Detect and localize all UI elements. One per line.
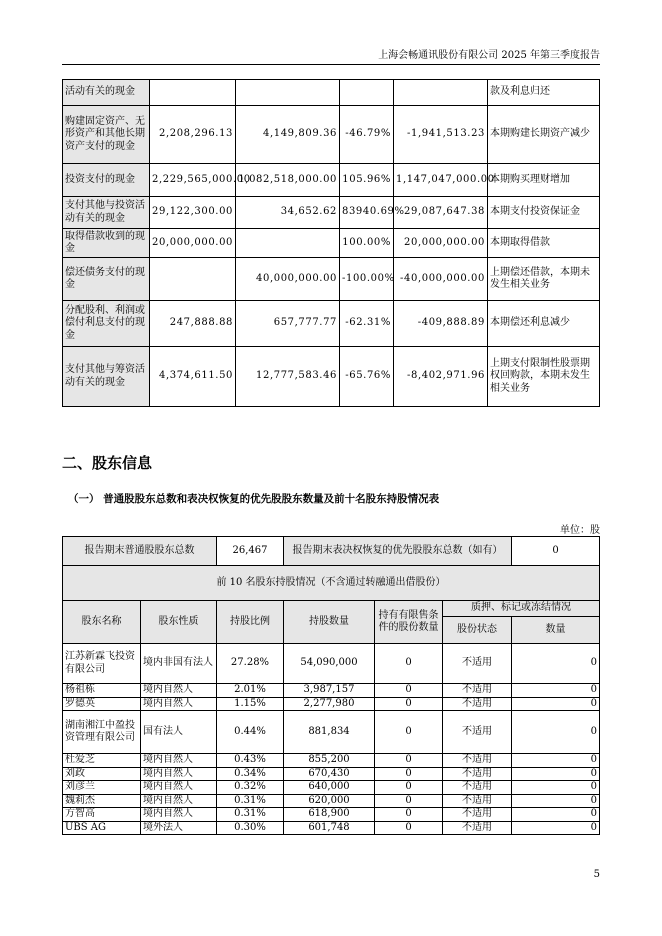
shareholder-name: 方智高	[63, 808, 141, 822]
restricted-shares: 0	[375, 781, 443, 795]
pledge-status: 不适用	[443, 808, 512, 822]
cashflow-reason: 本期购买理财增加	[488, 164, 600, 197]
shareholding-ratio: 0.34%	[217, 767, 284, 781]
restricted-shares: 0	[375, 711, 443, 754]
shareholder-name: 刘政	[63, 767, 141, 781]
shareholder-name: 杨祖栋	[63, 684, 141, 698]
shareholder-nature: 境内自然人	[141, 794, 217, 808]
cashflow-change-percent: 83940.69%	[340, 197, 394, 229]
pledge-status: 不适用	[443, 644, 512, 684]
shareholder-row	[63, 781, 600, 795]
shareholder-nature: 境内自然人	[141, 697, 217, 711]
restricted-shares: 0	[375, 684, 443, 698]
cashflow-item-label: 分配股利、利润或偿付利息支付的现金	[63, 301, 150, 347]
pledge-quantity: 0	[512, 781, 600, 795]
shareholder-nature: 国有法人	[141, 711, 217, 754]
shareholder-row	[63, 808, 600, 822]
section-title: 二、股东信息	[62, 454, 153, 472]
pledge-status: 不适用	[443, 697, 512, 711]
cashflow-change-percent: -100.00%	[340, 258, 394, 301]
cashflow-change-percent: -62.31%	[340, 301, 394, 347]
pref-holders-label: 报告期末表决权恢复的优先股股东总数（如有）	[284, 537, 512, 566]
pledge-quantity: 0	[512, 684, 600, 698]
cashflow-item-label: 投资支付的现金	[63, 164, 150, 197]
pledge-status: 不适用	[443, 767, 512, 781]
header-divider	[62, 64, 600, 65]
cashflow-reason: 本期支付投资保证金	[488, 197, 600, 229]
shareholding-ratio: 27.28%	[217, 644, 284, 684]
pledge-status: 不适用	[443, 821, 512, 835]
cashflow-row	[63, 258, 600, 301]
shareholding-ratio: 0.31%	[217, 794, 284, 808]
total-holders-label: 报告期末普通股股东总数	[63, 537, 217, 566]
pledge-status: 不适用	[443, 684, 512, 698]
cashflow-prior-period: 1,082,518,000.00	[236, 164, 340, 197]
shareholder-nature: 境内非国有法人	[141, 644, 217, 684]
shareholder-row	[63, 697, 600, 711]
cashflow-change-amount: 20,000,000.00	[394, 229, 488, 258]
pledge-status: 不适用	[443, 794, 512, 808]
shareholding-quantity: 3,987,157	[284, 684, 375, 698]
shareholding-ratio: 0.44%	[217, 711, 284, 754]
cashflow-current-period: 4,374,611.50	[150, 347, 236, 407]
cashflow-row	[63, 229, 600, 258]
cashflow-row	[63, 106, 600, 164]
restricted-shares: 0	[375, 767, 443, 781]
cashflow-change-amount: -8,402,971.96	[394, 347, 488, 407]
shareholder-name: 罗德英	[63, 697, 141, 711]
total-holders-value: 26,467	[217, 537, 284, 566]
pledge-quantity: 0	[512, 808, 600, 822]
shareholder-name: 江苏新霖飞投资有限公司	[63, 644, 141, 684]
section-subtitle: （一） 普通股股东总数和表决权恢复的优先股股东数量及前十名股东持股情况表	[68, 493, 440, 505]
cashflow-reason: 上期偿还借款，本期未发生相关业务	[488, 258, 600, 301]
cashflow-prior-period	[236, 80, 340, 106]
cashflow-prior-period: 657,777.77	[236, 301, 340, 347]
cashflow-row	[63, 301, 600, 347]
restricted-shares: 0	[375, 697, 443, 711]
pledge-status: 不适用	[443, 754, 512, 768]
col-header-ratio: 持股比例	[217, 601, 284, 644]
top10-title-row	[63, 566, 600, 601]
restricted-shares: 0	[375, 754, 443, 768]
cashflow-current-period	[150, 258, 236, 301]
pledge-quantity: 0	[512, 697, 600, 711]
cashflow-row	[63, 347, 600, 407]
col-header-nature: 股东性质	[141, 601, 217, 644]
pledge-quantity: 0	[512, 821, 600, 835]
top10-title: 前 10 名股东持股情况（不含通过转融通出借股份）	[63, 566, 600, 601]
cashflow-row	[63, 80, 600, 106]
shareholding-quantity: 54,090,000	[284, 644, 375, 684]
shareholding-quantity: 640,000	[284, 781, 375, 795]
shareholding-quantity: 855,200	[284, 754, 375, 768]
cashflow-item-label: 活动有关的现金	[63, 80, 150, 106]
pledge-status: 不适用	[443, 711, 512, 754]
shareholding-ratio: 0.31%	[217, 808, 284, 822]
col-header-pledge-group: 质押、标记或冻结情况	[443, 601, 600, 617]
cashflow-current-period: 2,229,565,000.00	[150, 164, 236, 197]
cashflow-current-period: 247,888.88	[150, 301, 236, 347]
cashflow-reason: 本期偿还利息减少	[488, 301, 600, 347]
cashflow-change-percent: 100.00%	[340, 229, 394, 258]
pledge-quantity: 0	[512, 711, 600, 754]
cashflow-change-amount	[394, 80, 488, 106]
shareholder-nature: 境内自然人	[141, 808, 217, 822]
cashflow-reason: 本期取得借款	[488, 229, 600, 258]
restricted-shares: 0	[375, 808, 443, 822]
shareholder-row	[63, 794, 600, 808]
cashflow-item-label: 支付其他与筹资活动有关的现金	[63, 347, 150, 407]
cashflow-current-period: 29,122,300.00	[150, 197, 236, 229]
shareholding-ratio: 0.43%	[217, 754, 284, 768]
cashflow-change-amount: -409,888.89	[394, 301, 488, 347]
shareholding-quantity: 2,277,980	[284, 697, 375, 711]
restricted-shares: 0	[375, 644, 443, 684]
shareholder-row	[63, 644, 600, 684]
shareholder-row	[63, 754, 600, 768]
restricted-shares: 0	[375, 821, 443, 835]
pledge-quantity: 0	[512, 794, 600, 808]
shareholding-ratio: 0.30%	[217, 821, 284, 835]
shareholder-row	[63, 821, 600, 835]
unit-label: 单位：股	[560, 525, 600, 536]
cashflow-change-percent	[340, 80, 394, 106]
shareholder-table	[62, 536, 600, 835]
shareholder-rows	[63, 644, 600, 835]
shareholder-row	[63, 711, 600, 754]
cashflow-change-amount: -40,000,000.00	[394, 258, 488, 301]
shareholding-quantity: 618,900	[284, 808, 375, 822]
cashflow-reason: 款及利息归还	[488, 80, 600, 106]
col-header-status: 股份状态	[443, 617, 512, 644]
col-header-count: 数量	[512, 617, 600, 644]
cashflow-reason: 上期支付限制性股票期权回购款，本期未发生相关业务	[488, 347, 600, 407]
cashflow-prior-period	[236, 229, 340, 258]
col-header-restricted: 持有有限售条件的股份数量	[375, 601, 443, 644]
shareholding-ratio: 0.32%	[217, 781, 284, 795]
shareholding-quantity: 670,430	[284, 767, 375, 781]
cashflow-change-amount: -1,941,513.23	[394, 106, 488, 164]
col-header-qty: 持股数量	[284, 601, 375, 644]
header-row-1	[63, 601, 600, 617]
cashflow-item-label: 购建固定资产、无形资产和其他长期资产支付的现金	[63, 106, 150, 164]
shareholder-nature: 境内自然人	[141, 781, 217, 795]
cashflow-change-amount: 29,087,647.38	[394, 197, 488, 229]
cashflow-change-percent: -46.79%	[340, 106, 394, 164]
cashflow-prior-period: 34,652.62	[236, 197, 340, 229]
cashflow-current-period	[150, 80, 236, 106]
shareholder-nature: 境内自然人	[141, 767, 217, 781]
shareholder-name: 杜爱芝	[63, 754, 141, 768]
col-header-name: 股东名称	[63, 601, 141, 644]
pledge-quantity: 0	[512, 767, 600, 781]
cashflow-row	[63, 197, 600, 229]
pledge-quantity: 0	[512, 754, 600, 768]
pledge-quantity: 0	[512, 644, 600, 684]
pref-holders-value: 0	[512, 537, 600, 566]
cashflow-item-label: 取得借款收到的现金	[63, 229, 150, 258]
shareholding-quantity: 881,834	[284, 711, 375, 754]
shareholder-name: UBS AG	[63, 821, 141, 835]
page-number: 5	[593, 869, 600, 880]
cashflow-current-period: 2,208,296.13	[150, 106, 236, 164]
shareholder-row	[63, 684, 600, 698]
shareholder-name: 魏莉杰	[63, 794, 141, 808]
cashflow-row	[63, 164, 600, 197]
shareholder-table-body	[63, 537, 600, 644]
cashflow-table-body	[63, 80, 600, 407]
shareholder-name: 刘彦兰	[63, 781, 141, 795]
cashflow-table	[62, 79, 600, 407]
shareholder-nature: 境外法人	[141, 821, 217, 835]
shareholding-quantity: 601,748	[284, 821, 375, 835]
shareholder-name: 湖南湘江中盈投资管理有限公司	[63, 711, 141, 754]
shareholding-ratio: 2.01%	[217, 684, 284, 698]
cashflow-current-period: 20,000,000.00	[150, 229, 236, 258]
shareholder-nature: 境内自然人	[141, 684, 217, 698]
cashflow-prior-period: 12,777,583.46	[236, 347, 340, 407]
cashflow-item-label: 支付其他与投资活动有关的现金	[63, 197, 150, 229]
cashflow-reason: 本期购建长期资产减少	[488, 106, 600, 164]
shareholder-row	[63, 767, 600, 781]
cashflow-item-label: 偿还债务支付的现金	[63, 258, 150, 301]
cashflow-change-amount: 1,147,047,000.00	[394, 164, 488, 197]
shareholding-quantity: 620,000	[284, 794, 375, 808]
page-header: 上海会畅通讯股份有限公司 2025 年第三季度报告	[378, 50, 600, 61]
cashflow-prior-period: 40,000,000.00	[236, 258, 340, 301]
cashflow-prior-period: 4,149,809.36	[236, 106, 340, 164]
shareholding-ratio: 1.15%	[217, 697, 284, 711]
summary-row	[63, 537, 600, 566]
cashflow-change-percent: 105.96%	[340, 164, 394, 197]
cashflow-change-percent: -65.76%	[340, 347, 394, 407]
pledge-status: 不适用	[443, 781, 512, 795]
shareholder-nature: 境内自然人	[141, 754, 217, 768]
restricted-shares: 0	[375, 794, 443, 808]
